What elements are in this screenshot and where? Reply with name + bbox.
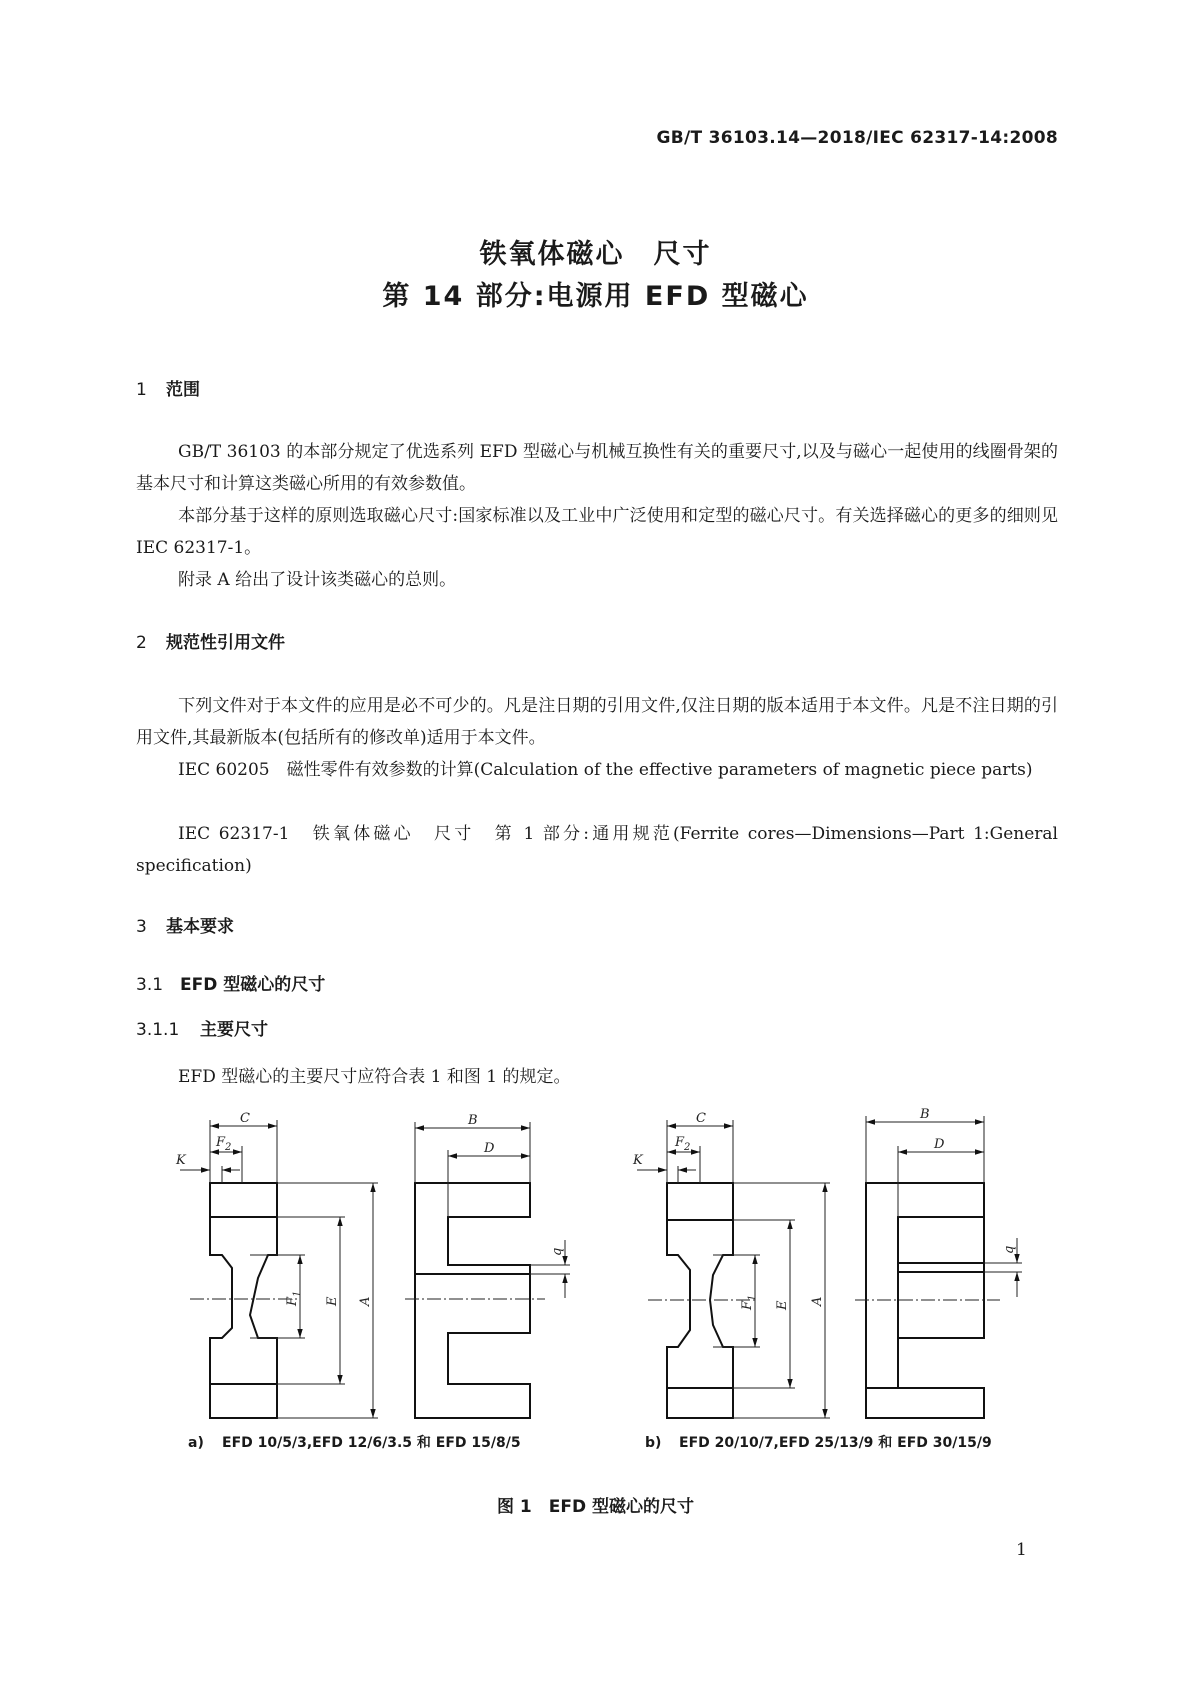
paragraph: GB/T 36103 的本部分规定了优选系列 EFD 型磁心与机械互换性有关的重要尺寸,以及与磁心一起使用的线圈骨架的基本尺寸和计算这类磁心所用的有效参数值。 — [136, 442, 1058, 494]
section-number: 3 — [136, 917, 147, 937]
dim-label-A: A — [358, 1296, 373, 1306]
paragraph: 下列文件对于本文件的应用是必不可少的。凡是注日期的引用文件,仅注日期的版本适用于本文件。凡是不注日期的引用文件,其最新版本(包括所有的修改单)适用于本文件。 — [136, 696, 1058, 748]
section-2-heading — [136, 628, 285, 653]
figure-title: 图 1 EFD 型磁心的尺寸 — [496, 1497, 694, 1517]
section-title: 规范性引用文件 — [166, 633, 285, 653]
standard-code: GB/T 36103.14—2018/IEC 62317-14:2008 — [656, 128, 1058, 148]
dim-label-D: D — [484, 1141, 495, 1156]
section-number: 3.1.1 — [136, 1020, 180, 1040]
document-title-line1: 铁氧体磁心 尺寸 — [479, 239, 712, 270]
figure-a-front-view — [405, 1122, 570, 1418]
reference-item: IEC 60205 磁性零件有效参数的计算(Calculation of the effective parameters of magnetic piece parts) — [178, 760, 1033, 780]
dim-label-F2: $F_2$ — [216, 1135, 232, 1153]
dim-label-K: K — [176, 1153, 186, 1168]
dim-label-E: E — [325, 1296, 340, 1306]
dim-label-F1: $F_1$ — [285, 1290, 303, 1306]
dim-label-A: A — [810, 1296, 825, 1306]
paragraph: 附录 A 给出了设计该类磁心的总则。 — [178, 570, 457, 590]
section-title: 基本要求 — [166, 917, 234, 937]
document-title-line2: 第 14 部分:电源用 EFD 型磁心 — [382, 281, 809, 312]
figure-b-front-view — [855, 1116, 1022, 1418]
section-title: 范围 — [166, 380, 200, 400]
section-3-1-heading — [136, 970, 325, 995]
figure-1-drawing — [0, 1100, 1191, 1460]
section-title: EFD 型磁心的尺寸 — [180, 975, 326, 995]
dim-label-q: q — [550, 1247, 565, 1256]
paragraph: EFD 型磁心的主要尺寸应符合表 1 和图 1 的规定。 — [178, 1067, 571, 1087]
section-1-heading — [136, 375, 200, 400]
section-number: 3.1 — [136, 975, 164, 995]
dim-label-D: D — [934, 1137, 945, 1152]
page-number: 1 — [1016, 1540, 1027, 1560]
figure-a-caption: a) EFD 10/5/3,EFD 12/6/3.5 和 EFD 15/8/5 — [188, 1435, 521, 1451]
paragraph: 本部分基于这样的原则选取磁心尺寸:国家标准以及工业中广泛使用和定型的磁心尺寸。有关选择磁心的更多的细则见 IEC 62317-1。 — [136, 506, 1058, 558]
section-number: 1 — [136, 380, 147, 400]
dim-label-C: C — [696, 1111, 706, 1126]
dim-label-F1: $F_1$ — [740, 1294, 758, 1310]
reference-item: IEC 62317-1 铁氧体磁心 尺寸 第 1 部分:通用规范(Ferrite cores—Dimensions—Part 1:General specification) — [136, 824, 1058, 876]
dim-label-q: q — [1002, 1245, 1017, 1254]
section-title: 主要尺寸 — [200, 1020, 268, 1040]
figure-b-side-view — [637, 1120, 830, 1418]
section-3-1-1-heading — [136, 1015, 268, 1040]
dim-label-E: E — [775, 1300, 790, 1310]
section-number: 2 — [136, 633, 147, 653]
dim-label-K: K — [633, 1153, 643, 1168]
dim-label-B: B — [920, 1107, 930, 1122]
section-3-heading — [136, 912, 234, 937]
figure-a-side-view — [180, 1120, 378, 1418]
dim-label-B: B — [468, 1113, 478, 1128]
figure-b-caption: b) EFD 20/10/7,EFD 25/13/9 和 EFD 30/15/9 — [645, 1435, 992, 1451]
dim-label-F2: $F_2$ — [675, 1135, 691, 1153]
dim-label-C: C — [240, 1111, 250, 1126]
